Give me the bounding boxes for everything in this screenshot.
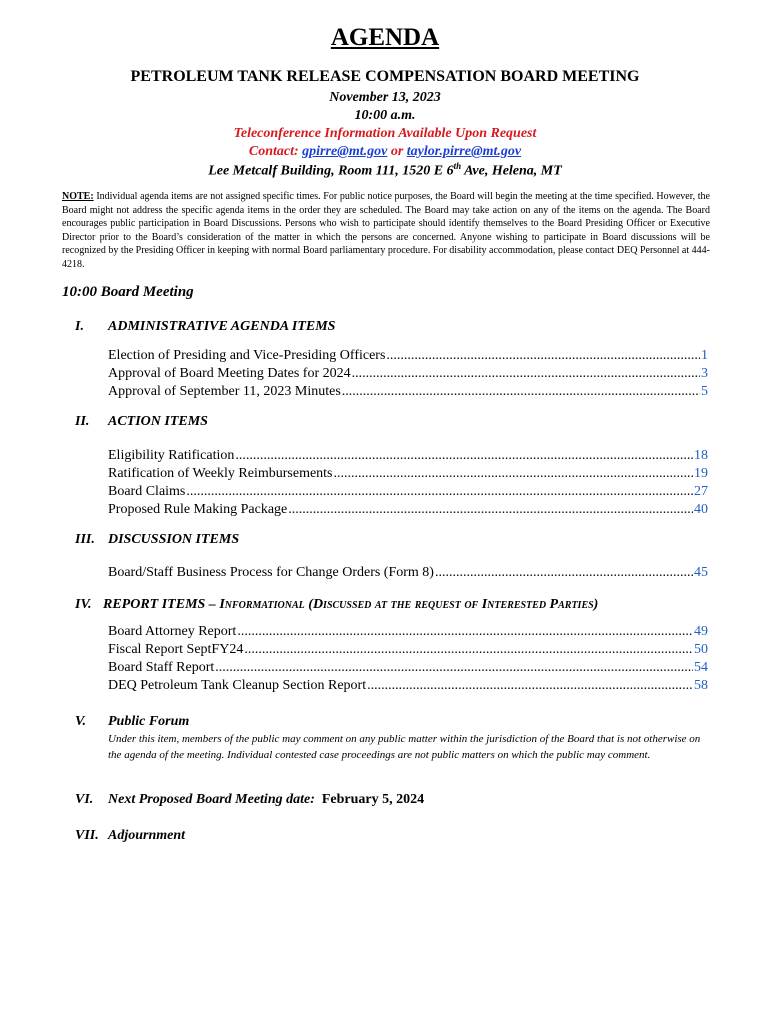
contact-label: Contact:: [248, 144, 303, 159]
leader-dots: [334, 466, 693, 482]
section-title-report: [103, 597, 598, 613]
location-sup: th: [453, 161, 462, 171]
meeting-time: 10:00 a.m.: [354, 108, 416, 123]
agenda-item[interactable]: [108, 484, 708, 500]
agenda-item[interactable]: [108, 466, 708, 482]
page-link[interactable]: 27: [694, 484, 708, 499]
report-title-main: REPORT ITEMS –: [103, 597, 220, 612]
agenda-item-label: Board/Staff Business Process for Change Orders (Form 8): [108, 565, 434, 580]
page-link[interactable]: 54: [694, 660, 708, 675]
agenda-item[interactable]: [108, 660, 708, 676]
leader-dots: [367, 678, 693, 694]
leader-dots: [288, 502, 693, 518]
contact-email-link-2[interactable]: taylor.pirre@mt.gov: [406, 144, 522, 159]
agenda-item-label: Approval of September 11, 2023 Minutes: [108, 384, 341, 399]
section-numeral-3: III.: [75, 532, 95, 547]
page-link[interactable]: 45: [694, 565, 708, 580]
next-meeting-label: Next Proposed Board Meeting date:: [108, 792, 315, 807]
page-link[interactable]: 18: [694, 448, 708, 463]
agenda-item[interactable]: [108, 502, 708, 518]
page-link[interactable]: 5: [701, 384, 708, 399]
section-title-public-forum: Public Forum: [108, 714, 190, 729]
notice-paragraph: [62, 190, 710, 272]
leader-dots: [237, 624, 693, 640]
agenda-item-label: Board Attorney Report: [108, 624, 237, 639]
agenda-item[interactable]: [108, 565, 708, 581]
agenda-item-label: Board Claims: [108, 484, 186, 499]
contact-line: [0, 144, 770, 160]
agenda-item-label: Election of Presiding and Vice-Presiding Officers: [108, 348, 386, 363]
page-link[interactable]: 50: [694, 642, 708, 657]
leader-dots: [342, 384, 700, 400]
section-numeral-6: VI.: [75, 792, 94, 807]
leader-dots: [435, 565, 693, 581]
leader-dots: [386, 348, 700, 364]
teleconference-info: Teleconference Information Available Upon Request: [233, 126, 537, 141]
section-title-discussion: DISCUSSION ITEMS: [108, 532, 240, 547]
page-link[interactable]: 3: [701, 366, 708, 381]
section-numeral-5: V.: [75, 714, 87, 729]
meeting-name: PETROLEUM TANK RELEASE COMPENSATION BOARD MEETING: [130, 68, 640, 85]
public-forum-description: Under this item, members of the public may comment on any public matter within the jurisdiction of the Board that is not otherwise on the agenda of the meeting. Individual contested case proceedings are not public matters on which the public may comment.: [108, 733, 701, 761]
leader-dots: [186, 484, 693, 500]
agenda-item[interactable]: [108, 624, 708, 640]
meeting-date: November 13, 2023: [329, 90, 441, 105]
agenda-item-label: Proposed Rule Making Package: [108, 502, 288, 517]
next-meeting-date: February 5, 2024: [321, 792, 425, 807]
leader-dots: [352, 366, 700, 382]
report-title-subtitle: Informational (Discussed at the request of Interested Parties): [219, 597, 599, 612]
page-link[interactable]: 1: [701, 348, 708, 363]
page-link[interactable]: 19: [694, 466, 708, 481]
page-link[interactable]: 49: [694, 624, 708, 639]
meeting-location: [0, 161, 770, 180]
section-numeral-2: II.: [75, 414, 90, 429]
leader-dots: [215, 660, 693, 676]
agenda-item-label: DEQ Petroleum Tank Cleanup Section Report: [108, 678, 367, 693]
section-numeral-4: IV.: [75, 597, 92, 612]
agenda-item-label: Eligibility Ratification: [108, 448, 235, 463]
contact-email-link-1[interactable]: gpirre@mt.gov: [302, 144, 388, 159]
agenda-item[interactable]: [108, 366, 708, 382]
contact-or: or: [387, 144, 407, 159]
agenda-item[interactable]: [108, 348, 708, 364]
leader-dots: [235, 448, 693, 464]
leader-dots: [244, 642, 693, 658]
page-link[interactable]: 40: [694, 502, 708, 517]
page-link[interactable]: 58: [694, 678, 708, 693]
section-title-action: ACTION ITEMS: [108, 414, 208, 429]
page-title: AGENDA: [330, 24, 440, 51]
note-label: NOTE:: [62, 191, 94, 202]
note-text: Individual agenda items are not assigned specific times. For public notice purposes, the Board will begin the meeting at the time specified. However, the Board might not address the specific agenda items in the order they are scheduled. The Board may take action on any of the items on the agenda. The Board encourages public participation in Board Discussions. Persons who wish to participate should identify themselves to the Board Presiding Officer or Executive Director prior to the Board’s consideration of the matter in which the persons are concerned. Anyone wishing to participate in Board discussions will be recognized by the Presiding Officer in keeping with normal Board parliamentary procedure. For disability accommodation, please contact DEQ Personnel at 444-4218.: [62, 191, 710, 270]
agenda-item-label: Approval of Board Meeting Dates for 2024: [108, 366, 351, 381]
section-title-administrative: ADMINISTRATIVE AGENDA ITEMS: [108, 319, 336, 334]
board-meeting-heading: 10:00 Board Meeting: [62, 284, 194, 300]
agenda-item[interactable]: [108, 642, 708, 658]
agenda-item[interactable]: [108, 384, 708, 400]
agenda-item-label: Fiscal Report SeptFY24: [108, 642, 244, 657]
agenda-item[interactable]: [108, 448, 708, 464]
agenda-item-label: Ratification of Weekly Reimbursements: [108, 466, 333, 481]
location-text-a: Lee Metcalf Building, Room 111, 1520 E 6: [208, 163, 454, 179]
section-title-adjournment: Adjournment: [108, 828, 186, 843]
agenda-item[interactable]: [108, 678, 708, 694]
agenda-item-label: Board Staff Report: [108, 660, 215, 675]
section-numeral-7: VII.: [75, 828, 99, 843]
section-numeral-1: I.: [75, 319, 84, 334]
location-text-b: Ave, Helena, MT: [461, 163, 562, 179]
next-meeting-line: [108, 792, 424, 808]
